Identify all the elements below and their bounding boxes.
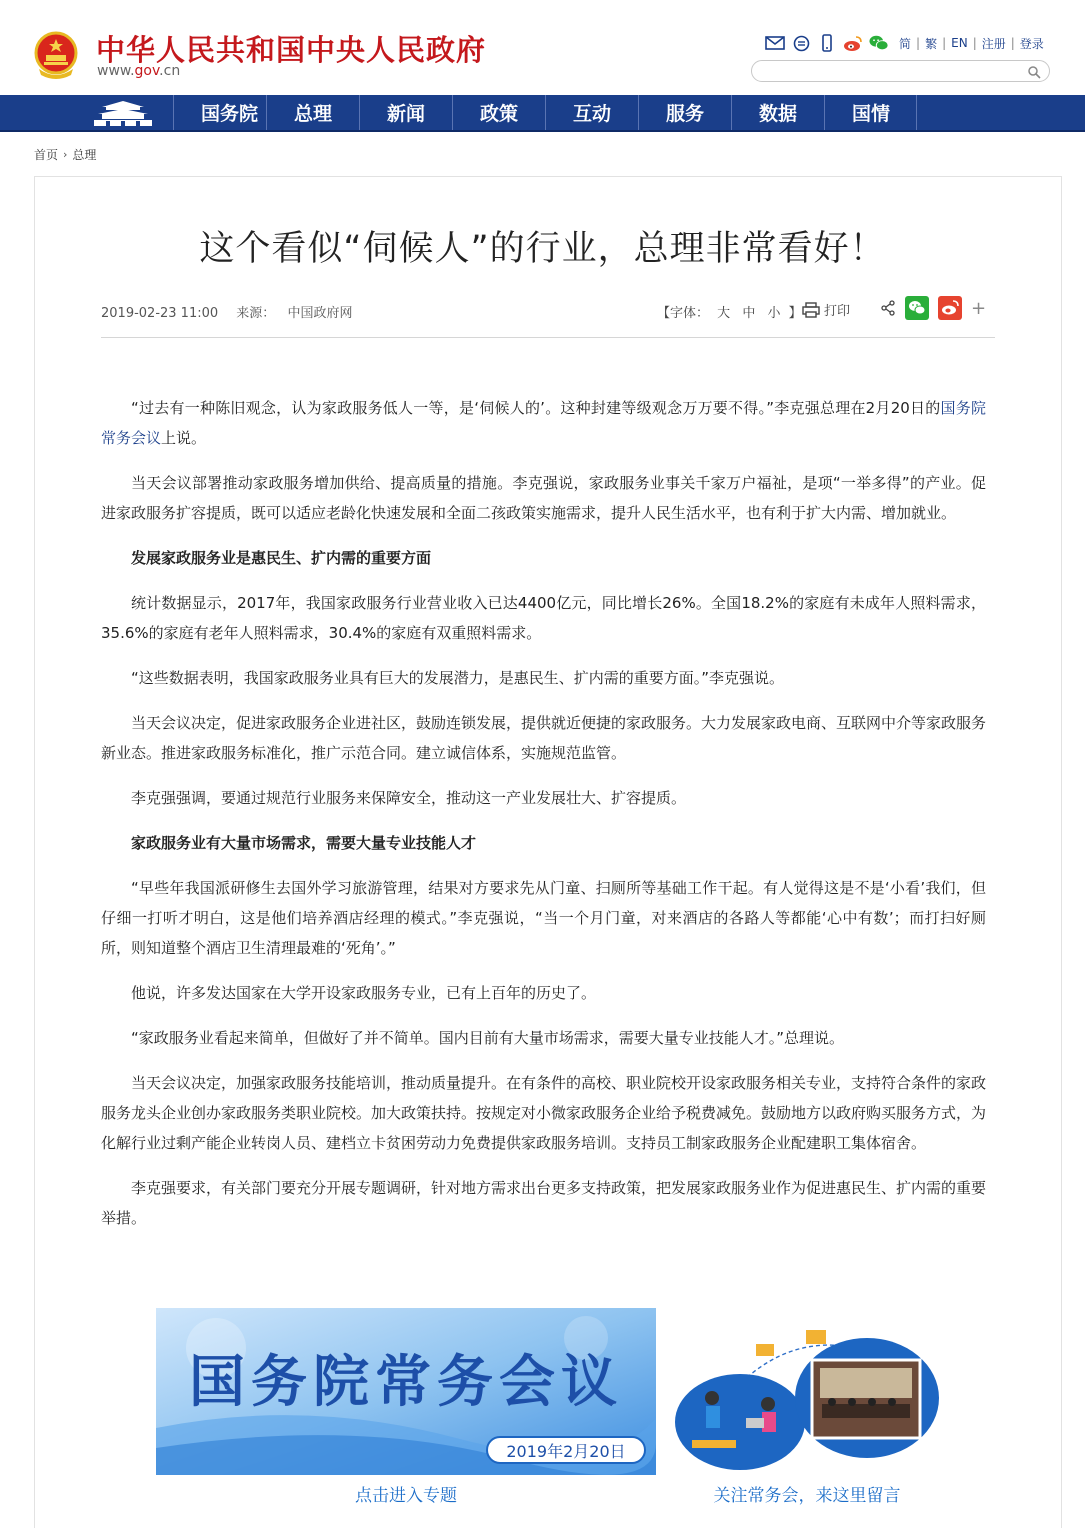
section-heading: 家政服务业有大量市场需求，需要大量专业技能人才 <box>131 834 477 852</box>
share-bar <box>880 296 995 320</box>
search-box <box>751 60 1050 82</box>
paragraph-text: 上说。 <box>161 429 207 447</box>
share-wechat-icon[interactable] <box>905 296 929 320</box>
leave-comment-link[interactable]: 关注常务会，来这里留言 <box>713 1486 901 1506</box>
source-name: 中国政府网 <box>287 306 353 321</box>
mail-icon[interactable] <box>765 34 785 52</box>
domain-main: gov <box>134 63 160 79</box>
font-size-small[interactable]: 小 <box>767 306 781 321</box>
register-link[interactable]: 注册 <box>981 36 1006 51</box>
comment-illustration[interactable] <box>672 1322 942 1472</box>
meta-divider <box>101 337 995 338</box>
national-emblem-icon[interactable] <box>33 31 79 81</box>
banner-title: 国务院常务会议 <box>189 1349 623 1415</box>
section-heading: 发展家政服务业是惠民生、扩内需的重要方面 <box>131 549 432 567</box>
nav-item-news[interactable]: 新闻 <box>359 95 452 130</box>
paragraph <box>101 393 986 453</box>
tiananmen-icon[interactable] <box>92 100 154 128</box>
domain-prefix: www. <box>97 63 135 79</box>
print-button[interactable] <box>802 300 850 319</box>
breadcrumb-home[interactable]: 首页 <box>34 148 59 162</box>
search-input[interactable] <box>762 63 1022 79</box>
wechat-icon[interactable] <box>869 34 889 52</box>
paragraph-text: “过去有一种陈旧观念，认为家政服务低人一等，是‘伺候人的’。这种封建等级观念万万要不得。”李克强总理在2月20日的 <box>131 399 941 417</box>
nav-item-interaction[interactable]: 互动 <box>545 95 638 130</box>
state-council-meeting-link[interactable]: 国务院常务会议 <box>101 399 986 447</box>
publish-datetime: 2019-02-23 11:00 <box>101 306 219 321</box>
paragraph: 当天会议决定，加强家政服务技能培训，推动质量提升。在有条件的高校、职业院校开设家政服务相关专业，支持符合条件的家政服务龙头企业创办家政服务类职业院校。加大政策扶持。按规定对小微家政服务企业给予税费减免。鼓励地方以政府购买服务方式，为化解行业过剩产能企业转岗人员、建档立卡贫困劳动力免费提供家政服务培训。支持员工制家政服务企业配建职工集体宿舍。 <box>101 1074 987 1152</box>
lang-english-link[interactable]: EN <box>951 36 968 50</box>
font-size-label: 【字体： <box>657 306 710 321</box>
breadcrumb <box>34 146 96 163</box>
banner-date: 2019年2月20日 <box>486 1436 646 1464</box>
article-body <box>101 393 986 1248</box>
state-council-meeting-banner[interactable] <box>156 1308 656 1475</box>
share-more-icon[interactable]: + <box>971 297 987 319</box>
chevron-right-icon: › <box>63 148 68 161</box>
lang-traditional-link[interactable]: 繁 <box>925 36 938 51</box>
share-weibo-icon[interactable] <box>938 296 962 320</box>
nav-item-policy[interactable]: 政策 <box>452 95 545 130</box>
main-nav <box>0 95 1085 132</box>
paragraph: “这些数据表明，我国家政服务业具有巨大的发展潜力，是惠民生、扩内需的重要方面。”李克强说。 <box>131 669 785 687</box>
paragraph: “早些年我国派研修生去国外学习旅游管理，结果对方要求先从门童、扫厕所等基础工作干起。有人觉得这是不是‘小看’我们，但仔细一打听才明白，这是他们培养酒店经理的模式。”李克强说，“当一个月门童，对来酒店的各路人等都能‘心中有数’；而打扫好厕所，则知道整个酒店卫生清理最难的‘死角’。” <box>101 879 986 957</box>
breadcrumb-current[interactable]: 总理 <box>72 148 97 162</box>
site-domain <box>97 63 180 79</box>
domain-suffix: .cn <box>159 63 181 79</box>
chat-icon[interactable] <box>791 34 811 52</box>
font-size-control <box>657 302 802 321</box>
nav-item-state-council[interactable]: 国务院 <box>173 95 266 130</box>
nav-item-national-profile[interactable]: 国情 <box>824 95 917 130</box>
enter-special-topic-link[interactable]: 点击进入专题 <box>355 1486 457 1506</box>
article-meta <box>101 302 352 321</box>
site-header <box>0 0 1085 95</box>
nav-item-services[interactable]: 服务 <box>638 95 731 130</box>
font-size-large[interactable]: 大 <box>717 306 731 321</box>
article-title: 这个看似“伺候人”的行业，总理非常看好！ <box>199 229 886 269</box>
login-link[interactable]: 登录 <box>1019 36 1044 51</box>
source-label: 来源： <box>236 306 276 321</box>
font-size-close: 】 <box>788 306 802 321</box>
print-label: 打印 <box>824 304 851 319</box>
mobile-icon[interactable] <box>817 34 837 52</box>
weibo-icon[interactable] <box>843 34 863 52</box>
search-icon[interactable] <box>1027 65 1041 79</box>
paragraph: 当天会议部署推动家政服务增加供给、提高质量的措施。李克强说，家政服务业事关千家万户福祉，是项“一举多得”的产业。促进家政服务扩容提质，既可以适应老龄化快速发展和全面二孩政策实施需求，提升人民生活水平，也有利于扩大内需、增加就业。 <box>101 474 986 522</box>
paragraph: 李克强要求，有关部门要充分开展专题调研，针对地方需求出台更多支持政策，把发展家政服务业作为促进惠民生、扩内需的重要举措。 <box>101 1179 987 1227</box>
paragraph: 统计数据显示，2017年，我国家政服务行业营业收入已达4400亿元，同比增长26%。全国18.2%的家庭有未成年人照料需求，35.6%的家庭有老年人照料需求，30.4%的家庭有双重照料需求。 <box>101 594 986 642</box>
header-toolbar <box>765 33 1044 53</box>
font-size-medium[interactable]: 中 <box>742 306 756 321</box>
share-icon[interactable] <box>880 300 896 316</box>
nav-items <box>173 95 917 130</box>
paragraph: 他说，许多发达国家在大学开设家政服务专业，已有上百年的历史了。 <box>131 984 597 1002</box>
print-icon <box>802 302 820 318</box>
paragraph: 李克强强调，要通过规范行业服务来保障安全，推动这一产业发展壮大、扩容提质。 <box>131 789 687 807</box>
nav-item-data[interactable]: 数据 <box>731 95 824 130</box>
paragraph: 当天会议决定，促进家政服务企业进社区，鼓励连锁发展，提供就近便捷的家政服务。大力发展家政电商、互联网中介等家政服务新业态。推进家政服务标准化，推广示范合同。建立诚信体系，实施规范监管。 <box>101 714 987 762</box>
lang-simplified-link[interactable]: 简 <box>899 36 912 51</box>
paragraph: “家政服务业看起来简单，但做好了并不简单。国内目前有大量市场需求，需要大量专业技能人才。”总理说。 <box>131 1029 845 1047</box>
site-name[interactable]: 中华人民共和国中央人民政府 <box>96 33 487 67</box>
nav-item-premier[interactable]: 总理 <box>266 95 359 130</box>
language-links: 简 | 繁 | EN | 注册 | 登录 <box>899 36 1044 51</box>
